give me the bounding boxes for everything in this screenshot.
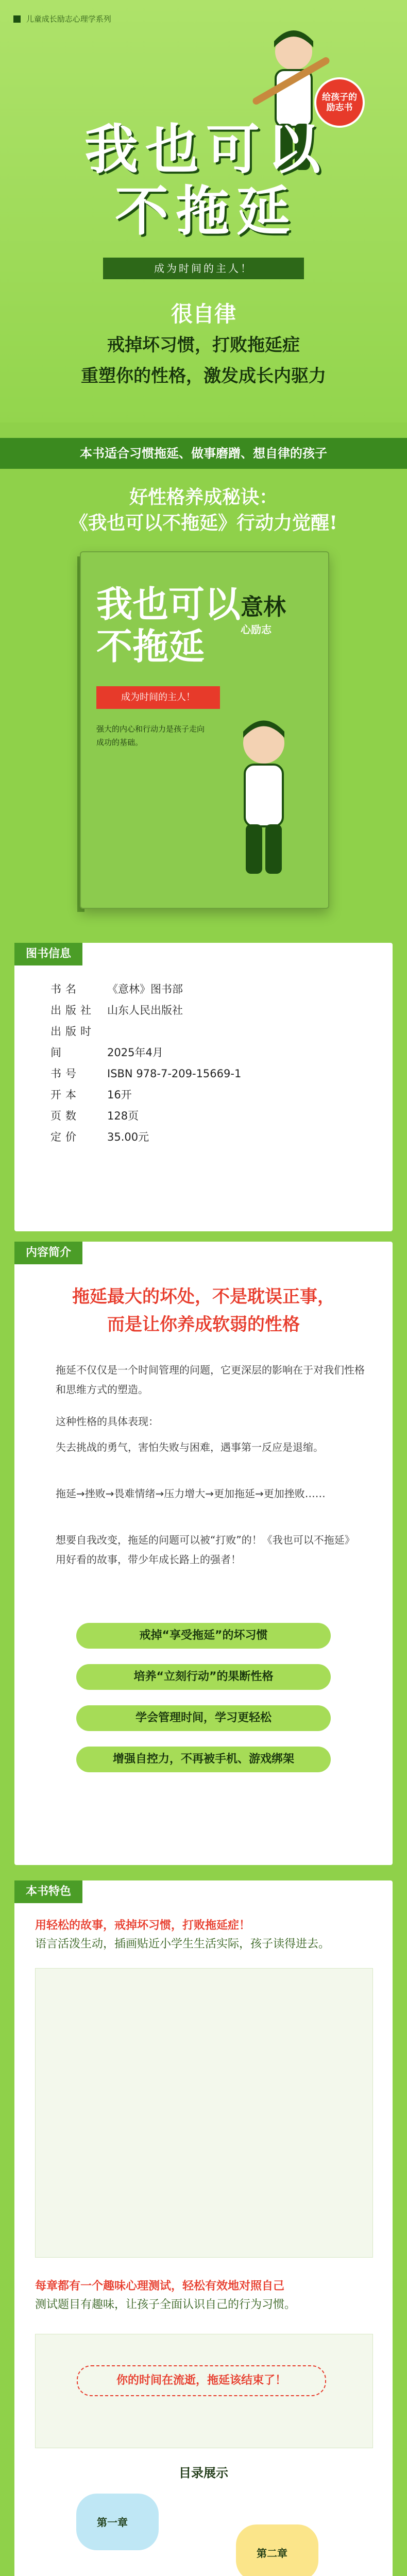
secret-section [0, 484, 407, 536]
book-cover-section [0, 546, 407, 927]
secret-line2: 《我也可以不拖延》行动力觉醒! [70, 512, 337, 534]
book-boy-illustration [210, 707, 318, 877]
feature-1 [35, 1917, 372, 1954]
info-key: 页数 [50, 1110, 80, 1122]
hero-slogan-3: 重塑你的性格，激发成长内驱力 [81, 366, 326, 386]
content-paragraph-4: 拖延→挫败→畏难情绪→压力增大→更加拖延→更加挫败…… [56, 1487, 326, 1500]
story-page-sample [35, 1968, 373, 2258]
book-info-card [14, 943, 393, 1231]
series-tag [13, 13, 111, 24]
quiz-quote: 你的时间在流逝，拖延该结束了！ [77, 2365, 326, 2396]
info-value: 2025年4月 [107, 1046, 163, 1059]
info-row [50, 1000, 241, 1021]
info-value: 16开 [107, 1089, 132, 1101]
hero-banner [0, 0, 407, 422]
target-reader-strip: 本书适合习惯拖延、做事磨蹭、想自律的孩子 [0, 438, 407, 469]
feature-2-desc: 测试题目有趣味，让孩子全面认识自己的行为习惯。 [35, 2298, 296, 2311]
toc-item-1: 第一章 [97, 2516, 128, 2529]
book-cover-title [96, 583, 241, 668]
frog-card-2 [236, 2524, 318, 2576]
benefit-pill-4: 增强自控力，不再被手机、游戏绑架 [76, 1747, 331, 1772]
book-red-bar: 成为时间的主人！ [96, 686, 220, 709]
book-brand [241, 588, 313, 636]
badge-line1: 给孩子的 [322, 92, 357, 103]
content-paragraph-2: 这种性格的具体表现： [56, 1415, 159, 1428]
info-key: 定价 [50, 1131, 80, 1143]
features-card [14, 1880, 393, 2576]
hero-title-line1: 我也可以 [84, 117, 328, 181]
content-paragraph-1: 拖延不仅仅是一个时间管理的问题，它更深层的影响在于对我们性格和思维方式的塑造。 [56, 1364, 365, 1396]
book-info-rows [50, 979, 241, 1148]
hero-slogan-main: 很自律 [171, 301, 236, 327]
series-tag-text: 儿童成长励志心理学系列 [26, 14, 111, 24]
info-row [50, 1063, 241, 1084]
book-cover [80, 551, 329, 909]
hero-title-line2: 不拖延 [114, 179, 297, 243]
content-headline-line1: 拖延最大的坏处，不是耽误正事， [72, 1286, 335, 1307]
content-intro-tab: 内容简介 [14, 1242, 82, 1264]
quiz-sample [35, 2334, 373, 2448]
content-intro-card [14, 1242, 393, 1865]
info-value: ISBN 978-7-209-15669-1 [107, 1067, 242, 1080]
feature-2-title: 每章都有一个趣味心理测试，轻松有效地对照自己 [35, 2280, 285, 2293]
info-row [50, 1021, 241, 1063]
feature-1-desc: 语言活泼生动，插画贴近小学生生活实际，孩子读得进去。 [35, 1938, 330, 1951]
info-row [50, 1127, 241, 1148]
toc-item-2: 第二章 [257, 2547, 287, 2560]
feature-1-title: 用轻松的故事，戒掉坏习惯，打败拖延症！ [35, 1919, 251, 1932]
book-title-line1: 我也可以 [96, 583, 241, 625]
book-info-tab: 图书信息 [14, 943, 82, 965]
info-key: 书名 [50, 983, 80, 995]
info-value: 山东人民出版社 [107, 1004, 183, 1016]
hero-slogan-2: 戒掉坏习惯，打败拖延症 [107, 335, 300, 355]
toc-title: 目录展示 [179, 2466, 228, 2480]
info-key: 书号 [50, 1067, 80, 1080]
frog-card-1 [76, 2494, 159, 2550]
content-headline [35, 1283, 372, 1338]
info-key: 出版社 [50, 1004, 95, 1016]
benefit-pill-2: 培养“立刻行动”的果断性格 [76, 1664, 331, 1690]
content-paragraph-5: 想要自我改变，拖延的问题可以被“打败”的！《我也可以不拖延》用好看的故事，带少年成长路上的强者！ [56, 1534, 355, 1566]
benefit-pill-3: 学会管理时间，学习更轻松 [76, 1705, 331, 1731]
book-title-line2: 不拖延 [96, 625, 205, 668]
info-row [50, 1106, 241, 1127]
badge-line2: 励志书 [326, 103, 353, 113]
info-value: 35.00元 [107, 1131, 149, 1143]
info-key: 开本 [50, 1089, 80, 1101]
content-headline-line2: 而是让你养成软弱的性格 [107, 1314, 300, 1335]
book-desc: 强大的内心和行动力是孩子走向成功的基础。 [96, 724, 205, 747]
benefit-pill-1: 戒掉“享受拖延”的坏习惯 [76, 1623, 331, 1649]
info-row [50, 979, 241, 1000]
info-key: 出版时间 [50, 1025, 95, 1059]
hero-title [31, 118, 381, 242]
features-tab: 本书特色 [14, 1880, 82, 1903]
secret-line1: 好性格养成秘诀： [129, 486, 278, 508]
content-paragraph-3: 失去挑战的勇气，害怕失败与困难，遇事第一反应是退缩。 [56, 1441, 324, 1453]
book-brand-name: 意林 [241, 594, 286, 620]
book-brand-sub: 心励志 [241, 623, 272, 636]
info-row [50, 1084, 241, 1106]
hero-slogans [0, 299, 407, 392]
feature-2 [35, 2277, 372, 2314]
info-value: 128页 [107, 1110, 139, 1122]
hero-ribbon: 成为时间的主人！ [103, 258, 304, 279]
info-value: 《意林》图书部 [107, 983, 183, 995]
series-tag-icon [13, 15, 21, 23]
